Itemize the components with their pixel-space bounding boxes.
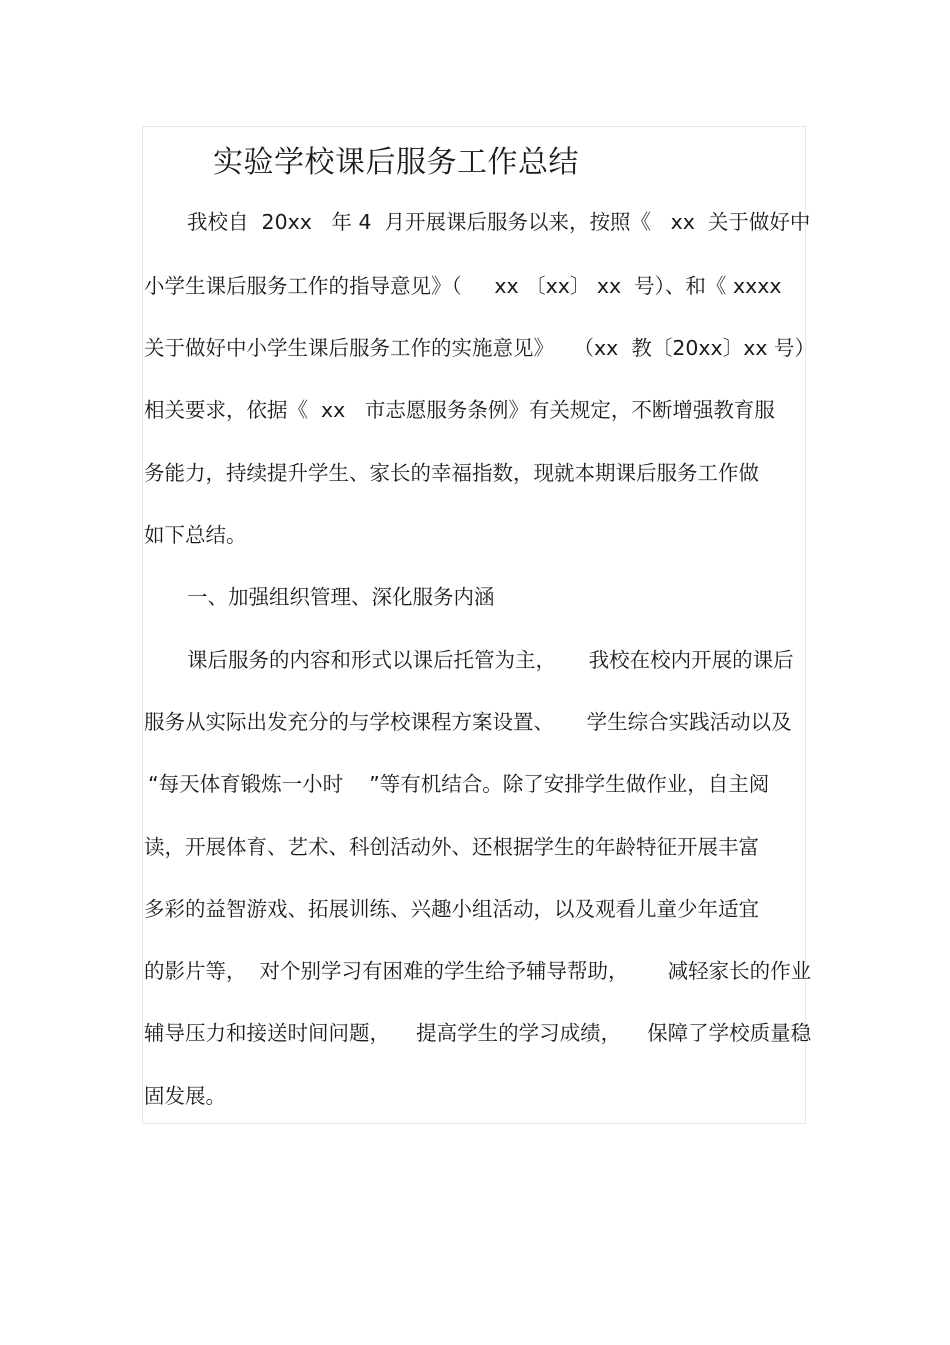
paragraph-2-line-1: 课后服务的内容和形式以课后托管为主， 我校在校内开展的课后 — [187, 648, 794, 672]
paragraph-2-line-5: 多彩的益智游戏、拓展训练、兴趣小组活动，以及观看儿童少年适宜 — [144, 897, 759, 921]
paragraph-1-line-5: 务能力，持续提升学生、家长的幸福指数，现就本期课后服务工作做 — [144, 461, 759, 485]
paragraph-2-line-4: 读，开展体育、艺术、科创活动外、还根据学生的年龄特征开展丰富 — [144, 835, 759, 859]
paragraph-1-line-3: 关于做好中小学生课后服务工作的实施意见》 （xx 教〔20xx〕xx 号） — [144, 336, 815, 360]
paragraph-1-line-1: 我校自 20xx 年 4 月开展课后服务以来，按照《 xx 关于做好中 — [187, 210, 811, 234]
paragraph-2-line-7: 辅导压力和接送时间问题， 提高学生的学习成绩， 保障了学校质量稳 — [144, 1021, 812, 1045]
paragraph-2-line-3: “每天体育锻炼一小时 ”等有机结合。除了安排学生做作业，自主阅 — [148, 772, 770, 796]
paragraph-2-line-6: 的影片等， 对个别学习有困难的学生给予辅导帮助， 减轻家长的作业 — [144, 959, 812, 983]
paragraph-1-line-4: 相关要求，依据《 xx 市志愿服务条例》有关规定，不断增强教育服 — [144, 398, 775, 422]
paragraph-2-line-8: 固发展。 — [144, 1084, 226, 1108]
section-heading-1: 一、加强组织管理、深化服务内涵 — [187, 585, 495, 609]
paragraph-2-line-2: 服务从实际出发充分的与学校课程方案设置、 学生综合实践活动以及 — [144, 710, 792, 734]
paragraph-1-line-2: 小学生课后服务工作的指导意见》（ xx 〔xx〕 xx 号）、和《 xxxx — [144, 274, 782, 298]
paragraph-1-line-6: 如下总结。 — [144, 523, 247, 547]
document-title: 实验学校课后服务工作总结 — [213, 145, 579, 180]
